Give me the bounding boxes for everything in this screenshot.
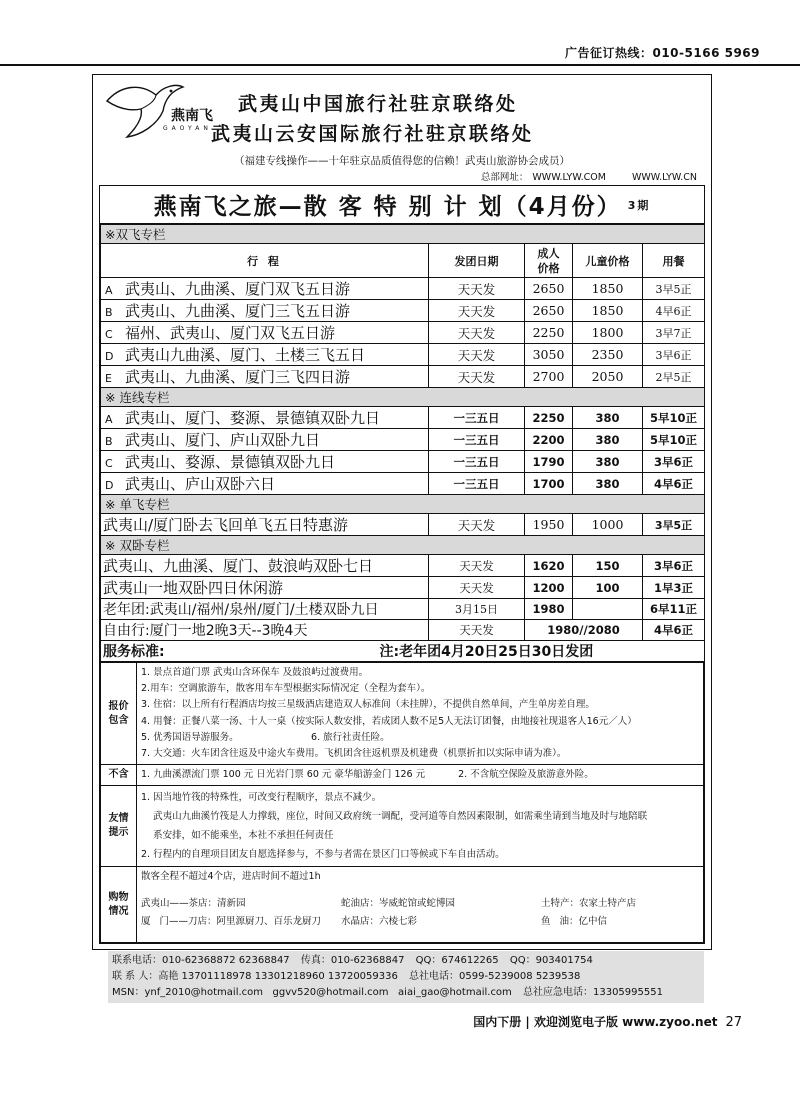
table-row (101, 620, 705, 641)
contact-hq-phone: 总社电话：0599-5239008 5239538 (409, 971, 581, 982)
shop-item: 鱼 油：亿中信 (541, 915, 608, 927)
depart-date: 天天发 (429, 322, 525, 344)
contact-qq: QQ：674612265 (415, 955, 499, 966)
depart-date: 一三五日 (429, 429, 525, 451)
tips-row (101, 786, 704, 867)
section-label: ※ 单飞专栏 (101, 495, 705, 514)
route-name: 武夷山九曲溪、厦门、土楼三飞五日 (125, 346, 366, 364)
shop-item: 蛇油店：岑威蛇馆或蛇博园 (341, 897, 456, 909)
contact-msn: MSN：ynf_2010@hotmail.com ggvv520@hotmail.com aiai_gao@hotmail.com (112, 987, 512, 998)
depart-date: 天天发 (429, 555, 525, 577)
child-price: 1850 (573, 278, 643, 300)
shopping-row (101, 867, 704, 943)
child-price: 150 (573, 555, 643, 577)
route-name: 武夷山/厦门卧去飞回单飞五日特惠游 (101, 514, 429, 536)
depart-date: 一三五日 (429, 407, 525, 429)
header-meal: 用餐 (643, 244, 705, 278)
section-label: ※双飞专栏 (101, 225, 705, 244)
service-label: 服务标准: (103, 644, 165, 660)
meal-plan: 1早3正 (643, 577, 705, 599)
tip-item: 武夷山九曲溪竹筏是人力撑载，座位，时间又政府统一调配，受河道等自然因素限制，如需乘坐请到当地及时与地陪联 (141, 811, 648, 823)
plan-title-text: 燕南飞之旅—散 客 特 别 计 划（4月份） (153, 194, 622, 220)
shopping-label: 购物 情况 (101, 867, 137, 943)
top-divider (0, 64, 800, 66)
child-price: 1800 (573, 322, 643, 344)
depart-date: 一三五日 (429, 473, 525, 495)
meal-plan: 3早6正 (643, 344, 705, 366)
child-price: 100 (573, 577, 643, 599)
row-letter: B (105, 435, 113, 448)
child-price: 1850 (573, 300, 643, 322)
row-letter: D (105, 350, 114, 363)
child-price (573, 599, 643, 620)
adult-price: 1620 (525, 555, 573, 577)
shop-list (141, 896, 699, 930)
contact-fax: 传真：010-62368847 (300, 955, 405, 966)
terms-table (100, 662, 704, 943)
table-row (101, 577, 705, 599)
section-double-sleeper (101, 536, 705, 555)
section-label: ※ 连线专栏 (101, 388, 705, 407)
shop-item: 水晶店：六棱七彩 (341, 915, 418, 927)
child-price: 380 (573, 451, 643, 473)
section-connect (101, 388, 705, 407)
tip-item: 2. 行程内的自理项目团友自愿选择参与，不参与者需在景区门口等候或下车自由活动。 (141, 849, 505, 861)
included-item: 5. 优秀国语导游服务。 6. 旅行社责任险。 (141, 731, 390, 743)
meal-plan: 5早10正 (643, 407, 705, 429)
section-label: ※ 双卧专栏 (101, 536, 705, 555)
route-name: 武夷山、厦门、婺源、景德镇双卧九日 (125, 409, 381, 427)
adult-price: 1950 (525, 514, 573, 536)
header-date: 发团日期 (429, 244, 525, 278)
section-single-fly (101, 495, 705, 514)
tour-price-table (100, 224, 705, 662)
website-link-2[interactable]: WWW.LYW.CN (631, 172, 697, 183)
depart-date: 天天发 (429, 514, 525, 536)
tip-item: 系安排，如不能乘坐，本社不承担任何责任 (141, 830, 334, 842)
route-name: 武夷山、九曲溪、厦门双飞五日游 (125, 280, 351, 298)
included-label: 报价 包含 (101, 663, 137, 765)
table-row (101, 514, 705, 536)
route-name: 武夷山一地双卧四日休闲游 (101, 577, 429, 599)
table-row (101, 407, 705, 429)
row-letter: C (105, 457, 113, 470)
route-name: 武夷山、九曲溪、厦门、鼓浪屿双卧七日 (101, 555, 429, 577)
adult-price: 1980 (525, 599, 573, 620)
plan-issue: 3期 (627, 198, 651, 212)
meal-plan: 4早6正 (643, 300, 705, 322)
agency-name-2: 武夷山云安国际旅行社驻京联络处 (211, 123, 534, 145)
header-child: 儿童价格 (573, 244, 643, 278)
table-row (101, 300, 705, 322)
adult-price: 1200 (525, 577, 573, 599)
route-name: 武夷山、厦门、庐山双卧九日 (125, 431, 321, 449)
adult-price: 2650 (525, 300, 573, 322)
website-line (477, 169, 697, 183)
meal-plan: 3早5正 (643, 278, 705, 300)
meal-plan: 4早6正 (643, 473, 705, 495)
website-label: 总部网址： (480, 172, 529, 183)
table-row (101, 429, 705, 451)
agency-name-1: 武夷山中国旅行社驻京联络处 (238, 93, 518, 115)
advert-frame (92, 74, 712, 950)
child-price: 380 (573, 429, 643, 451)
child-price: 380 (573, 407, 643, 429)
table-row (101, 344, 705, 366)
route-name: 武夷山、庐山双卧六日 (125, 475, 276, 493)
excluded-label: 不含 (101, 765, 137, 786)
shopping-note: 散客全程不超过4个店，进店时间不超过1h (141, 871, 321, 883)
tagline: （福建专线操作——十年驻京品质值得您的信赖！武夷山旅游协会成员） (234, 155, 570, 167)
adult-price: 2200 (525, 429, 573, 451)
depart-date: 一三五日 (429, 451, 525, 473)
adult-price: 2250 (525, 407, 573, 429)
child-price: 1000 (573, 514, 643, 536)
depart-date: 3月15日 (429, 599, 525, 620)
included-item: 4. 用餐：正餐八菜一汤、十人一桌（按实际人数安排，若成团人数不足5人无法订团餐，由地接社现退客人16元／人） (141, 715, 637, 727)
depart-date: 天天发 (429, 300, 525, 322)
logo-sub: GAOYAN (163, 125, 212, 132)
meal-plan: 4早6正 (643, 620, 705, 641)
header-adult: 成人 价格 (525, 244, 573, 278)
route-name: 武夷山、九曲溪、厦门三飞四日游 (125, 368, 351, 386)
depart-date: 天天发 (429, 620, 525, 641)
excluded-item: 1. 九曲溪漂流门票 100 元 日光岩门票 60 元 豪华船游金门 126 元 (141, 769, 426, 781)
contact-qq: QQ：903401754 (509, 955, 593, 966)
included-row (101, 663, 704, 765)
included-item: 2.用车：空调旅游车，散客用车车型根据实际情况定（全程为套车）。 (141, 683, 431, 695)
route-name: 武夷山、九曲溪、厦门三飞五日游 (125, 302, 351, 320)
table-row (101, 599, 705, 620)
contact-phone: 联系电话：010-62368872 62368847 (112, 955, 290, 966)
tip-item: 1. 因当地竹筏的特殊性，可改变行程顺序，景点不减少。 (141, 792, 382, 804)
included-item: 3. 住宿：以上所有行程酒店均按三星级酒店建造双人标准间（未挂牌），不提供自然单间，产生单房差自理。 (141, 699, 595, 711)
page-footer (473, 1013, 742, 1030)
row-letter: A (105, 413, 113, 426)
tips-label: 友情 提示 (101, 786, 137, 867)
row-letter: D (105, 479, 114, 492)
row-letter: B (105, 306, 113, 319)
adult-price: 2700 (525, 366, 573, 388)
service-row (101, 641, 705, 662)
child-price: 2050 (573, 366, 643, 388)
excluded-row (101, 765, 704, 786)
header-route: 行 程 (101, 244, 429, 278)
plan-title (100, 186, 704, 224)
child-price: 380 (573, 473, 643, 495)
package-price: 1980//2080 (525, 620, 643, 641)
table-row (101, 451, 705, 473)
footer-text: 国内下册 | 欢迎浏览电子版 www.zyoo.net (473, 1015, 718, 1029)
route-name: 老年团:武夷山/福州/泉州/厦门/土楼双卧九日 (101, 599, 429, 620)
row-letter: C (105, 328, 113, 341)
adult-price: 2650 (525, 278, 573, 300)
page-number: 27 (725, 1015, 742, 1030)
table-row (101, 278, 705, 300)
route-name: 武夷山、婺源、景德镇双卧九日 (125, 453, 336, 471)
website-link-1[interactable]: WWW.LYW.COM (532, 172, 606, 183)
table-row (101, 473, 705, 495)
adult-price: 2250 (525, 322, 573, 344)
contact-row (112, 985, 700, 1001)
route-name: 福州、武夷山、厦门双飞五日游 (125, 324, 336, 342)
tour-plan-table (99, 185, 705, 944)
table-header (101, 244, 705, 278)
excluded-item: 2. 不含航空保险及旅游意外险。 (458, 769, 594, 781)
adult-price: 3050 (525, 344, 573, 366)
contact-bar (108, 951, 704, 1003)
table-row (101, 322, 705, 344)
depart-date: 天天发 (429, 344, 525, 366)
adult-price: 1790 (525, 451, 573, 473)
row-letter: A (105, 284, 113, 297)
meal-plan: 2早5正 (643, 366, 705, 388)
included-item: 1. 景点首道门票 武夷山含环保车 及鼓浪屿过渡费用。 (141, 667, 369, 678)
adult-price: 1700 (525, 473, 573, 495)
depart-date: 天天发 (429, 278, 525, 300)
ad-hotline: 广告征订热线：010-5166 5969 (564, 46, 760, 60)
contact-emergency: 总社应急电话：13305995551 (522, 987, 663, 998)
meal-plan: 6早11正 (643, 599, 705, 620)
meal-plan: 3早6正 (643, 555, 705, 577)
child-price: 2350 (573, 344, 643, 366)
depart-date: 天天发 (429, 577, 525, 599)
shop-item: 土特产：农家土特产店 (541, 897, 637, 909)
contact-row (112, 953, 700, 969)
shop-item: 厦 门——刀店：阿里源厨刀、百乐龙厨刀 (141, 915, 322, 927)
table-row (101, 555, 705, 577)
included-item: 7. 大交通：火车团含往返及中途火车费用。飞机团含往返机票及机建费（机票折扣以实际申请为准）。 (141, 748, 567, 760)
meal-plan: 3早7正 (643, 322, 705, 344)
meal-plan: 5早10正 (643, 429, 705, 451)
contact-person: 联 系 人：高艳 13701118978 13301218960 13720059336 (112, 971, 398, 982)
logo-brand: 燕南飞 (171, 108, 213, 124)
service-note: 注:老年团4月20日25日30日发团 (379, 644, 594, 660)
shop-item: 武夷山——茶店：清新园 (141, 897, 246, 909)
table-row (101, 366, 705, 388)
row-letter: E (105, 372, 112, 385)
meal-plan: 3早5正 (643, 514, 705, 536)
route-name: 自由行:厦门一地2晚3天--3晚4天 (101, 620, 429, 641)
contact-row (112, 969, 700, 985)
section-double-fly (101, 225, 705, 244)
depart-date: 天天发 (429, 366, 525, 388)
meal-plan: 3早6正 (643, 451, 705, 473)
